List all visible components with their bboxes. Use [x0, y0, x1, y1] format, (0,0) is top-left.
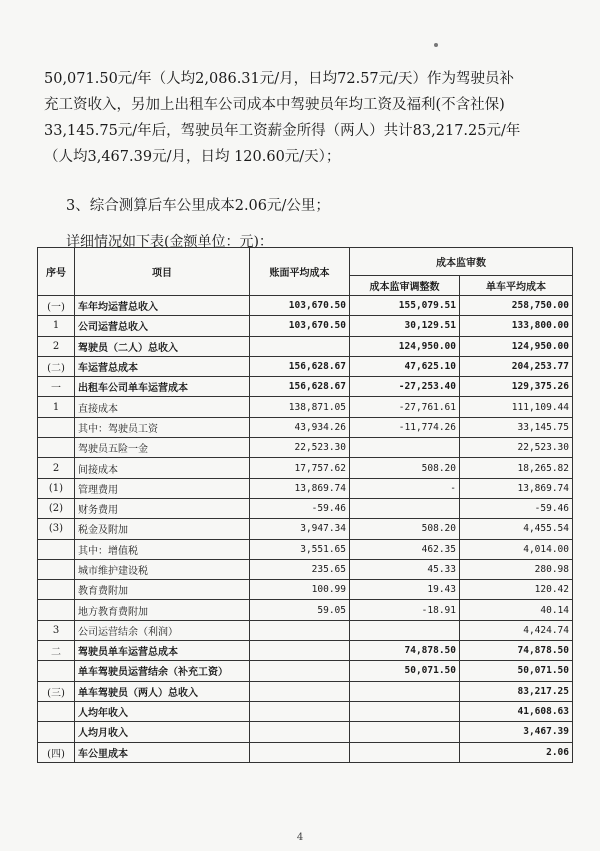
- row-adjust: -: [350, 478, 460, 498]
- point-3-paragraph: 3、综合测算后车公里成本2.06元/公里；: [66, 198, 330, 214]
- row-avg: 41,608.63: [460, 701, 573, 721]
- intro-paragraph: [44, 66, 564, 170]
- table-row: [38, 417, 573, 437]
- row-adjust: 74,878.50: [350, 641, 460, 661]
- row-adjust: [350, 438, 460, 458]
- row-seq: [38, 722, 75, 742]
- row-book: 43,934.26: [250, 417, 350, 437]
- row-book: 103,670.50: [250, 296, 350, 316]
- table-intro: 详细情况如下表(金额单位：元)：: [66, 234, 273, 250]
- header-audit-group: 成本监审数: [350, 248, 573, 276]
- row-seq: (2): [38, 498, 75, 518]
- header-adjust: 成本监审调整数: [350, 276, 460, 296]
- row-book: 3,551.65: [250, 539, 350, 559]
- row-adjust: 508.20: [350, 519, 460, 539]
- row-seq: (3): [38, 519, 75, 539]
- row-avg: 50,071.50: [460, 661, 573, 681]
- table-row: [38, 559, 573, 579]
- row-book: [250, 722, 350, 742]
- row-book: 156,628.67: [250, 356, 350, 376]
- header-item: 项目: [75, 248, 250, 296]
- row-avg: 2.06: [460, 742, 573, 762]
- row-item: 驾驶员单车运营总成本: [75, 641, 250, 661]
- row-seq: [38, 580, 75, 600]
- row-avg: 280.98: [460, 559, 573, 579]
- row-item: 人均年收入: [75, 701, 250, 721]
- row-book: 17,757.62: [250, 458, 350, 478]
- row-adjust: [350, 701, 460, 721]
- row-avg: 22,523.30: [460, 438, 573, 458]
- row-item: 间接成本: [75, 458, 250, 478]
- row-item: 税金及附加: [75, 519, 250, 539]
- row-avg: 111,109.44: [460, 397, 573, 417]
- row-adjust: 155,079.51: [350, 296, 460, 316]
- row-adjust: 50,071.50: [350, 661, 460, 681]
- row-book: -59.46: [250, 498, 350, 518]
- page-number: 4: [296, 832, 304, 843]
- table-row: [38, 620, 573, 640]
- row-book: 22,523.30: [250, 438, 350, 458]
- row-seq: [38, 600, 75, 620]
- row-seq: [38, 701, 75, 721]
- row-adjust: -11,774.26: [350, 417, 460, 437]
- row-item: 车年均运营总收入: [75, 296, 250, 316]
- row-item: 单车驾驶员（两人）总收入: [75, 681, 250, 701]
- row-item: 出租车公司单车运营成本: [75, 377, 250, 397]
- row-adjust: [350, 498, 460, 518]
- row-item: 财务费用: [75, 498, 250, 518]
- intro-line-3: 33,145.75元/年后，驾驶员年工资薪金所得（两人）共计83,217.25元/年: [44, 123, 521, 139]
- table-row: [38, 397, 573, 417]
- row-book: 59.05: [250, 600, 350, 620]
- row-book: [250, 701, 350, 721]
- table-row: [38, 580, 573, 600]
- row-avg: 4,014.00: [460, 539, 573, 559]
- table-row: [38, 478, 573, 498]
- row-seq: (1): [38, 478, 75, 498]
- row-book: 103,670.50: [250, 316, 350, 336]
- row-book: 3,947.34: [250, 519, 350, 539]
- intro-line-2: 充工资收入，另加上出租车公司成本中驾驶员年均工资及福利(不含社保): [44, 97, 505, 113]
- table-row: [38, 296, 573, 316]
- row-seq: (三): [38, 681, 75, 701]
- row-seq: 1: [38, 316, 75, 336]
- row-book: [250, 336, 350, 356]
- row-avg: 40.14: [460, 600, 573, 620]
- row-seq: 2: [38, 336, 75, 356]
- row-avg: 133,800.00: [460, 316, 573, 336]
- intro-line-1: 50,071.50元/年（人均2,086.31元/月，日均72.57元/天）作为驾驶员补: [44, 71, 515, 87]
- row-item: 管理费用: [75, 478, 250, 498]
- row-adjust: 124,950.00: [350, 336, 460, 356]
- row-item: 人均月收入: [75, 722, 250, 742]
- row-adjust: -18.91: [350, 600, 460, 620]
- row-adjust: 462.35: [350, 539, 460, 559]
- row-book: [250, 661, 350, 681]
- intro-line-4: （人均3,467.39元/月，日均 120.60元/天）；: [44, 149, 341, 165]
- row-avg: 3,467.39: [460, 722, 573, 742]
- row-adjust: -27,253.40: [350, 377, 460, 397]
- row-adjust: [350, 620, 460, 640]
- row-book: 13,869.74: [250, 478, 350, 498]
- header-book-cost: 账面平均成本: [250, 248, 350, 296]
- row-adjust: [350, 742, 460, 762]
- table-row: [38, 722, 573, 742]
- row-avg: 33,145.75: [460, 417, 573, 437]
- row-adjust: [350, 722, 460, 742]
- row-item: 其中：驾驶员工资: [75, 417, 250, 437]
- row-seq: [38, 539, 75, 559]
- row-avg: 83,217.25: [460, 681, 573, 701]
- row-item: 直接成本: [75, 397, 250, 417]
- row-avg: 258,750.00: [460, 296, 573, 316]
- row-item: 驾驶员五险一金: [75, 438, 250, 458]
- row-avg: 74,878.50: [460, 641, 573, 661]
- row-item: 公司运营总收入: [75, 316, 250, 336]
- scan-speck: [434, 43, 438, 47]
- row-avg: 13,869.74: [460, 478, 573, 498]
- row-avg: 124,950.00: [460, 336, 573, 356]
- row-avg: 129,375.26: [460, 377, 573, 397]
- row-item: 公司运营结余（利润）: [75, 620, 250, 640]
- table-row: [38, 600, 573, 620]
- row-item: 驾驶员（二人）总收入: [75, 336, 250, 356]
- header-avg: 单车平均成本: [460, 276, 573, 296]
- row-book: 235.65: [250, 559, 350, 579]
- row-avg: 120.42: [460, 580, 573, 600]
- row-adjust: 508.20: [350, 458, 460, 478]
- table-row: [38, 661, 573, 681]
- row-adjust: 47,625.10: [350, 356, 460, 376]
- row-seq: (二): [38, 356, 75, 376]
- row-avg: 18,265.82: [460, 458, 573, 478]
- row-book: [250, 742, 350, 762]
- row-seq: 2: [38, 458, 75, 478]
- table-row: [38, 438, 573, 458]
- row-item: 其中：增值税: [75, 539, 250, 559]
- row-seq: 一: [38, 377, 75, 397]
- row-book: 100.99: [250, 580, 350, 600]
- row-seq: 3: [38, 620, 75, 640]
- row-seq: (四): [38, 742, 75, 762]
- row-seq: [38, 438, 75, 458]
- row-item: 地方教育费附加: [75, 600, 250, 620]
- row-seq: 1: [38, 397, 75, 417]
- table-row: [38, 641, 573, 661]
- row-seq: 二: [38, 641, 75, 661]
- row-adjust: [350, 681, 460, 701]
- row-seq: [38, 661, 75, 681]
- table-row: [38, 336, 573, 356]
- header-seq: 序号: [38, 248, 75, 296]
- row-adjust: 45.33: [350, 559, 460, 579]
- row-seq: [38, 417, 75, 437]
- table-row: [38, 519, 573, 539]
- table-row: [38, 377, 573, 397]
- table-row: [38, 742, 573, 762]
- row-item: 车公里成本: [75, 742, 250, 762]
- table-row: [38, 498, 573, 518]
- row-item: 城市维护建设税: [75, 559, 250, 579]
- table-row: [38, 458, 573, 478]
- row-avg: 4,424.74: [460, 620, 573, 640]
- table-row: [38, 356, 573, 376]
- row-avg: -59.46: [460, 498, 573, 518]
- row-seq: (一): [38, 296, 75, 316]
- row-item: 车运营总成本: [75, 356, 250, 376]
- row-avg: 204,253.77: [460, 356, 573, 376]
- cost-table: [37, 247, 573, 763]
- row-item: 教育费附加: [75, 580, 250, 600]
- table-row: [38, 539, 573, 559]
- row-adjust: -27,761.61: [350, 397, 460, 417]
- row-avg: 4,455.54: [460, 519, 573, 539]
- row-book: 138,871.05: [250, 397, 350, 417]
- row-adjust: 19.43: [350, 580, 460, 600]
- row-book: [250, 681, 350, 701]
- row-item: 单车驾驶员运营结余（补充工资）: [75, 661, 250, 681]
- row-book: 156,628.67: [250, 377, 350, 397]
- row-book: [250, 620, 350, 640]
- row-seq: [38, 559, 75, 579]
- table-row: [38, 316, 573, 336]
- table-row: [38, 681, 573, 701]
- table-row: [38, 701, 573, 721]
- row-book: [250, 641, 350, 661]
- row-adjust: 30,129.51: [350, 316, 460, 336]
